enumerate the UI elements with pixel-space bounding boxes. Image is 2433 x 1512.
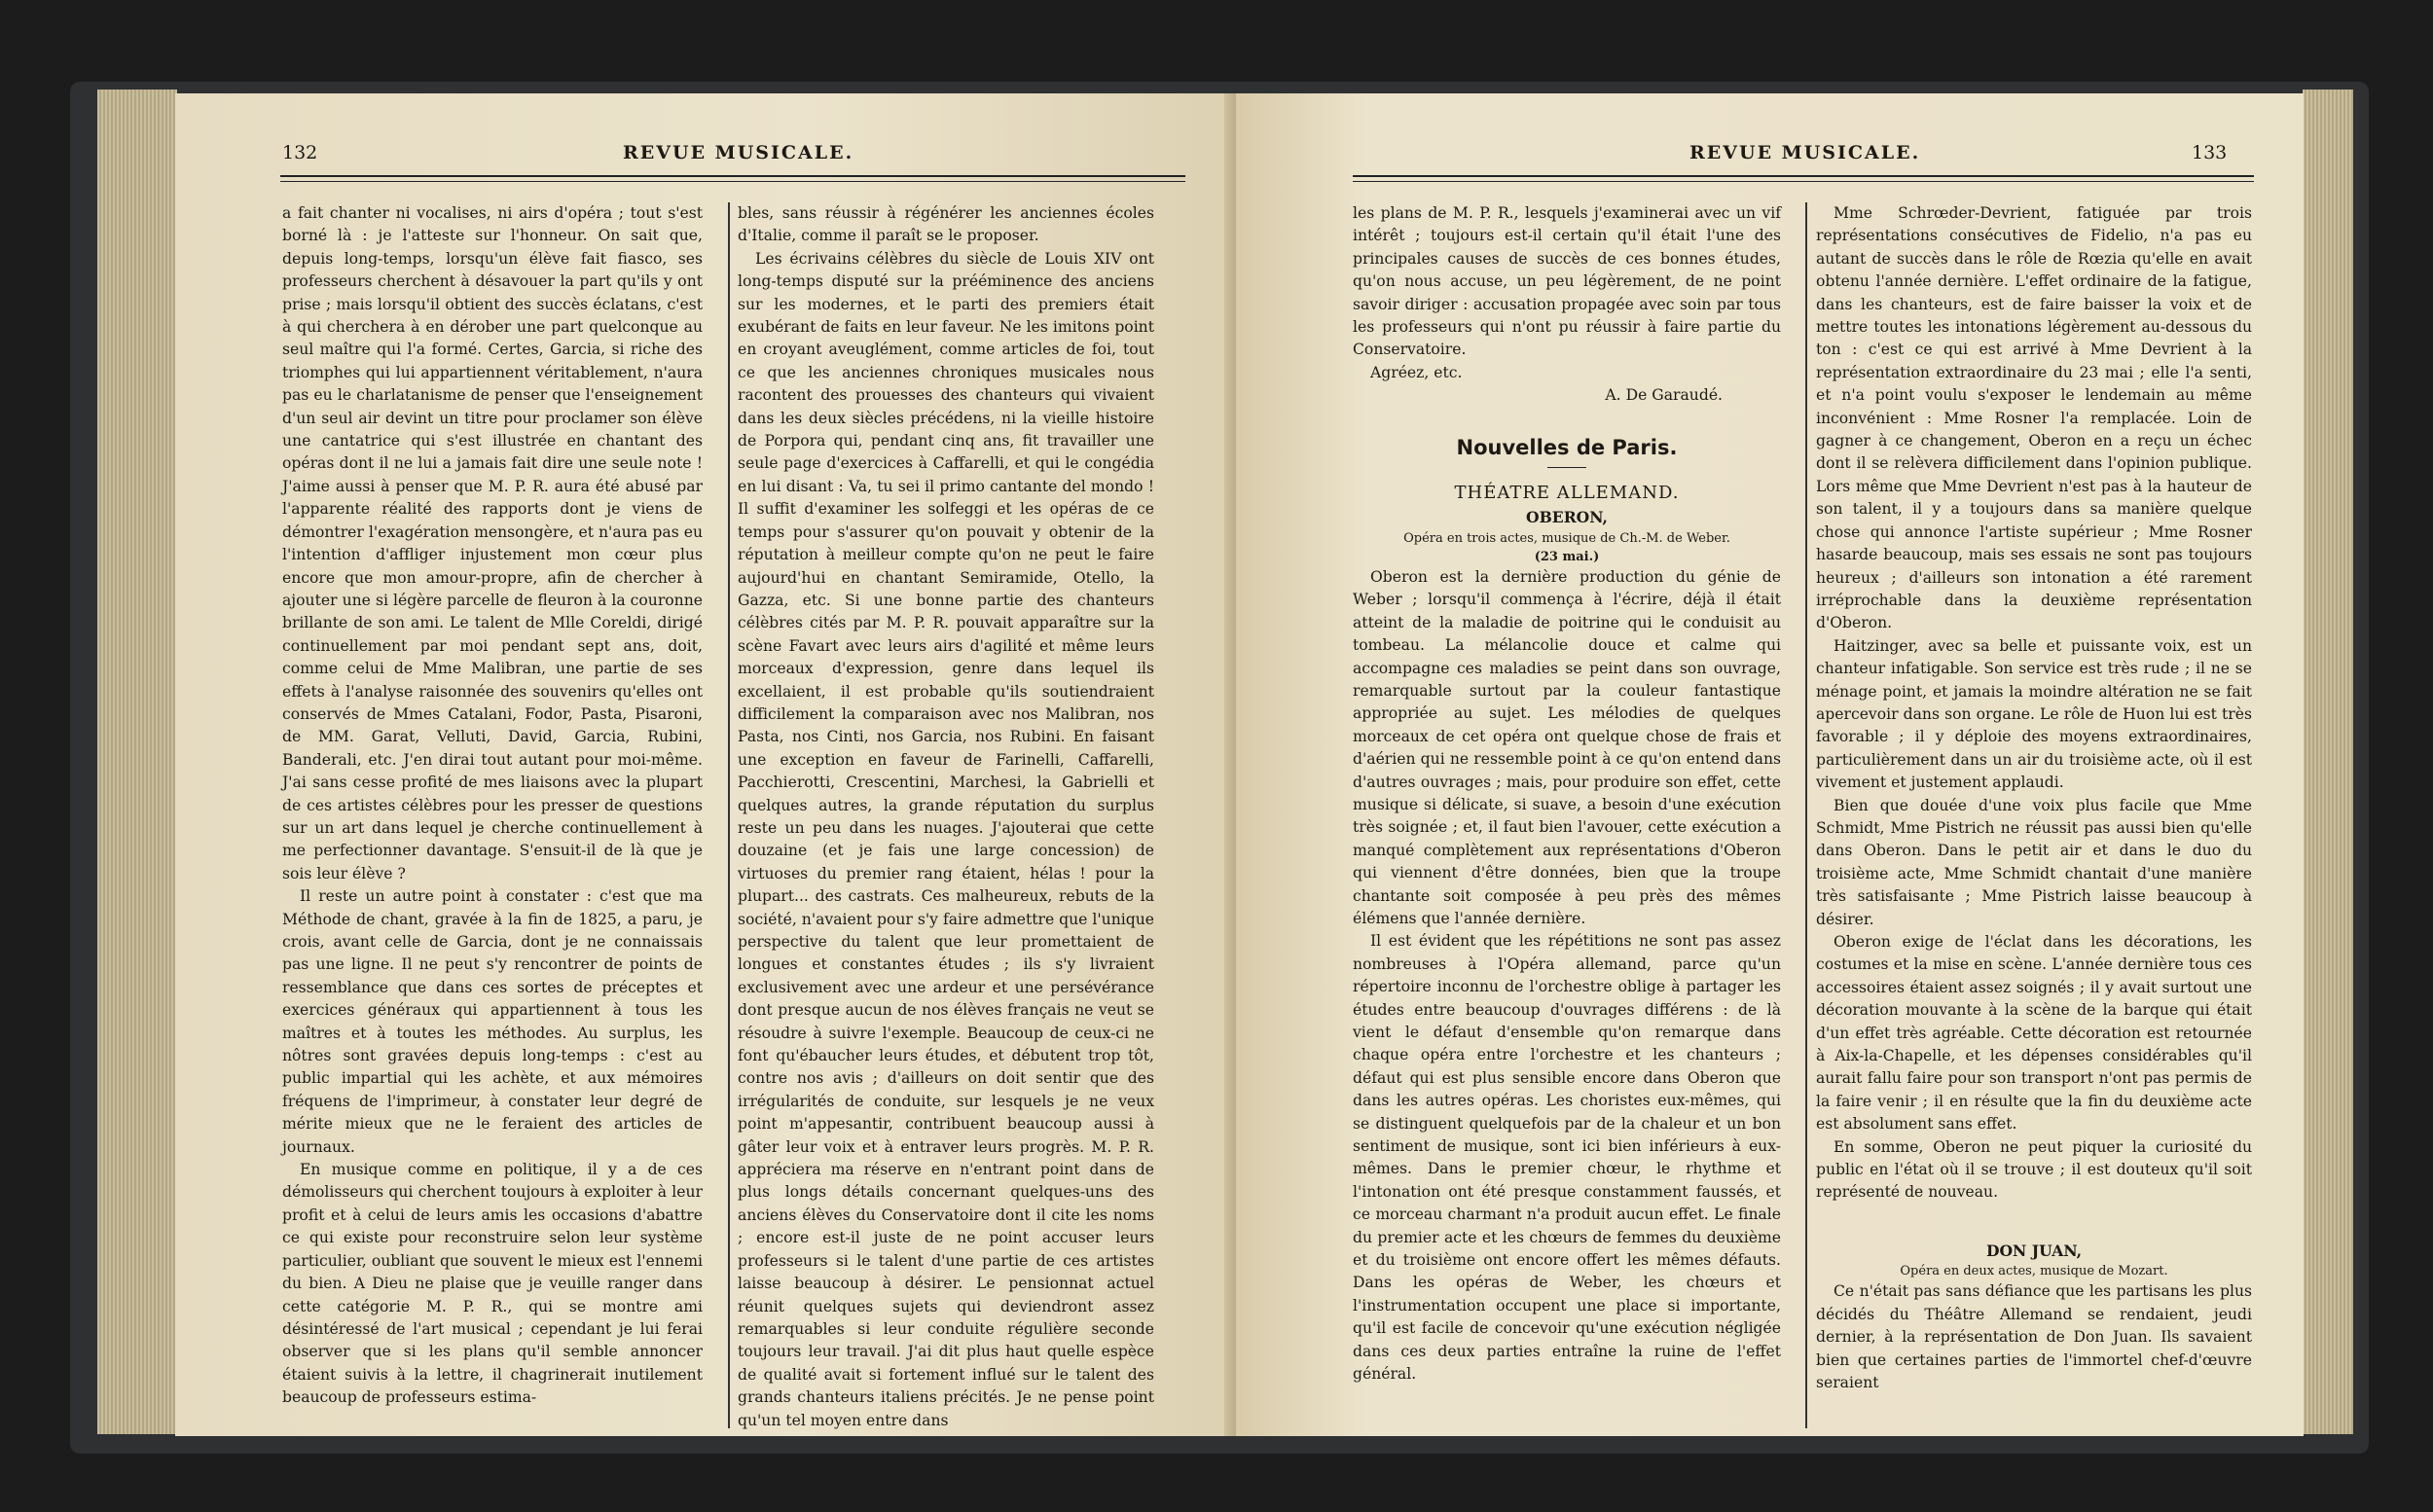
paragraph: Haitzinger, avec sa belle et puissante voix, est un chanteur infatigable. Son service est très rude ; il ne se ménage point, et jamais la moindre altération ne se fait apercevoir dans son organe. Le rôle de Huon lui est très favorable ; il y déploie des moyens extraordinaires, particulièrement dans un air du troisième acte, où il est vivement et justement applaudi.: [1816, 636, 2252, 792]
paragraph: Il reste un autre point à constater : c'est que ma Méthode de chant, gravée à la fin de 1825, a paru, je crois, avant celle de Garcia, dont je ne connaissais pas une ligne. Il ne peut s'y rencontrer de points de ressemblance que dans ces sortes de préceptes et exercices généraux qui appartiennent à tous les maîtres et à toutes les méthodes. Au surplus, les nôtres sont gravées depuis long-temps : c'est au public impartial qui les achète, et aux mémoires fréquens de l'imprimeur, à constater leur degré de mérite mieux que ne le feraient des articles de journaux.: [282, 887, 703, 1156]
paragraph: Bien que douée d'une voix plus facile que Mme Schmidt, Mme Pistrich ne réussit pas aussi bien qu'elle dans Oberon. Dans le petit air et dans le duo du troisième acte, Mme Schmidt chantait d'une manière très satisfaisante ; Mme Pistrich laisse beaucoup à désirer.: [1816, 796, 2252, 928]
header-rule-thin: [280, 181, 1185, 182]
left-column-1: [282, 202, 703, 1410]
section-title: Nouvelles de Paris.: [1456, 435, 1678, 459]
theatre-heading: THÉATRE ALLEMAND.: [1454, 483, 1680, 504]
section-dash: [1547, 467, 1586, 468]
running-header: REVUE MUSICALE.: [623, 142, 854, 163]
header-rule-thin: [1353, 181, 2254, 182]
column-divider: [728, 202, 730, 1428]
right-page-edges: [2303, 90, 2353, 1434]
left-column-2: [738, 202, 1154, 1432]
opera-date: (23 mai.): [1534, 549, 1600, 564]
paragraph: En somme, Oberon ne peut piquer la curiosité du public en l'état où il se trouve ; il est douteux qu'il soit représenté de nouveau.: [1816, 1137, 2252, 1202]
header-rule: [1353, 175, 2254, 177]
paragraph: Il est évident que les répétitions ne sont pas assez nombreuses à l'Opéra allemand, parce qu'un répertoire inconnu de l'orchestre oblige à partager les études entre beaucoup d'ouvrages différens : de là vient le défaut d'ensemble qu'on remarque dans chaque opéra entre l'orchestre et les chanteurs ; défaut qui est plus sensible encore dans Oberon que dans les autres opéras. Les choristes eux-mêmes, qui se distinguent quelquefois par de la chaleur et un bon sentiment de musique, sont ici bien inférieurs à eux-mêmes. Dans le premier chœur, le rhythme et l'intonation ont été presque constamment faussés, et ce morceau charmant n'a produit aucun effet. Le finale du premier acte et les chœurs de femmes du deuxième et du troisième ont encore offert les mêmes défauts. Dans les opéras de Weber, les chœurs et l'instrumentation occupent une place si importante, qu'il est facile de concevoir qu'une exécution négligée dans ces deux parties entraîne la ruine de l'effet général.: [1353, 932, 1781, 1384]
paragraph: les plans de M. P. R., lesquels j'examinerai avec un vif intérêt ; toujours est-il certain qu'il était l'une des principales causes de succès de ces bonnes études, qu'on nous accuse, un peu légèrement, de ne point savoir diriger : accusation propagée avec soin par tous les professeurs qui n'ont pu réussir à faire partie du Conservatoire.: [1353, 204, 1781, 359]
page-number: 133: [2192, 142, 2228, 163]
header-rule: [280, 175, 1185, 177]
paragraph: Oberon est la dernière production du génie de Weber ; lorsqu'il commença à l'écrire, déjà il était atteint de la maladie de poitrine qui le conduisit au tombeau. La mélancolie douce et calme qui accompagne ces maladies se peint dans son ouvrage, remarquable surtout par la couleur fantastique appropriée au sujet. Les mélodies de quelques morceaux de cet opéra ont quelque chose de frais et d'aérien qui ne ressemble point à ce qu'on entend dans d'autres ouvrages ; mais, pour produire son effet, cette musique si délicate, si suave, a besoin d'une exécution très soignée ; et, il faut bien l'avouer, cette exécution a manqué complètement aux représentations d'Oberon qui viennent d'être données, bien que la troupe chantante soit composée à peu près des mêmes élémens que l'année dernière.: [1353, 567, 1781, 927]
right-page: [1236, 93, 2304, 1436]
paragraph: a fait chanter ni vocalises, ni airs d'opéra ; tout s'est borné là : je l'atteste sur l'honneur. On sait que, depuis long-temps, lorsqu'un élève fait fiasco, ses professeurs cherchent à désavouer la part qu'ils y ont prise ; mais lorsqu'il obtient des succès éclatans, c'est à qui cherchera à en dérober une part quelconque au seul maître qui l'a formé. Certes, Garcia, si riche des triomphes qui lui appartiennent véritablement, n'aura pas eu le charlatanisme de penser que l'enseignement d'un seul air devint un titre pour proclamer son élève une cantatrice qui s'est illustrée en chantant des opéras dont il ne lui a jamais fait dire une seule note ! J'aime aussi à penser que M. P. R. aura été abusé par l'apparente réalité des rapports dont je viens de démontrer l'exagération mensongère, et n'aura pas eu l'intention d'affliger injustement mon cœur plus encore que mon amour-propre, afin de chercher à ajouter une si légère parcelle de fleuron à la couronne brillante de son ami. Le talent de Mlle Coreldi, dirigé continuellement par moi pendant sept ans, doit, comme celui de Mme Malibran, une partie de ses effets à l'analyse raisonnée des souvenirs qu'elles ont conservés de Mmes Catalani, Fodor, Pasta, Pisaroni, de MM. Garat, Velluti, David, Garcia, Rubini, Banderali, etc. J'en dirai tout autant pour moi-même. J'ai sans cesse profité de mes liaisons avec la plupart de ces artistes célèbres pour les presser de questions sur un art dans lequel je cherche continuellement à me perfectionner davantage. S'ensuit-il de là que je sois leur élève ?: [282, 204, 703, 882]
paragraph: En musique comme en politique, il y a de ces démolisseurs qui cherchent toujours à exploiter à leur profit et à celui de leurs amis les occasions d'abattre ce qui existe pour reconstruire selon leur système particulier, oubliant que souvent le mieux est l'ennemi du bien. A Dieu ne plaise que je veuille ranger dans cette catégorie M. P. R., qui se montre ami désintéressé de l'art musical ; cependant je lui ferai observer que si les plans qu'il semble annoncer étaient suivis à la lettre, il chagrinerait inutilement beaucoup de professeurs estima-: [282, 1161, 703, 1407]
page-number: 132: [282, 142, 318, 163]
left-page: [175, 93, 1231, 1436]
right-column-2: [1816, 202, 2252, 1394]
opera-title: OBERON,: [1526, 508, 1608, 527]
closing: Agréez, etc.: [1370, 363, 1463, 381]
opera-title: DON JUAN,: [1985, 1241, 2083, 1260]
paragraph: Oberon exige de l'éclat dans les décorations, les costumes et la mise en scène. L'année dernière tous ces accessoires étaient assez soignés ; il y avait surtout une décoration mouvante à la scène de la barque qui était d'un effet très agréable. Cette décoration est retournée à Aix-la-Chapelle, et les dépenses considérables qu'il aurait fallu faire pour son transport n'ont pas permis de la faire venir ; il en résulte que la fin du deuxième acte est absolument sans effet.: [1816, 933, 2252, 1134]
signature: A. De Garaudé.: [1605, 386, 1723, 405]
paragraph: bles, sans réussir à régénérer les anciennes écoles d'Italie, comme il paraît se le proposer.: [738, 204, 1154, 245]
opera-subtitle: Opéra en trois actes, musique de Ch.-M. de Weber.: [1403, 530, 1730, 546]
column-divider: [1805, 202, 1807, 1428]
running-header: REVUE MUSICALE.: [1689, 142, 1921, 163]
paragraph: Ce n'était pas sans défiance que les partisans les plus décidés du Théâtre Allemand se rendaient, jeudi dernier, à la représentation de Don Juan. Ils savaient bien que certaines parties de l'immortel chef-d'œuvre seraient: [1816, 1282, 2252, 1391]
left-page-edges: [97, 90, 177, 1434]
opera-subtitle: Opéra en deux actes, musique de Mozart.: [1900, 1264, 2168, 1279]
right-column-1: [1353, 202, 1781, 1386]
paragraph: Mme Schrœder-Devrient, fatiguée par trois représentations consécutives de Fidelio, n'a pas eu autant de succès dans le rôle de Rœzia qu'elle en avait obtenu l'année dernière. L'effet ordinaire de la fatigue, dans les chanteurs, est de faire baisser la voix et de mettre toutes les intonations légèrement au-dessous du ton : c'est ce qui est arrivé à Mme Devrient à la représentation extraordinaire du 23 mai ; elle l'a senti, et n'a point voulu s'exposer le lendemain au même inconvénient : Mme Rosner l'a remplacée. Loin de gagner à ce changement, Oberon en a reçu un échec dont il se relèvera difficilement dans l'opinion publique. Lors même que Mme Devrient n'est pas à la hauteur de son talent, il y a toujours dans sa manière quelque chose qui annonce l'artiste supérieur ; Mme Rosner hasarde beaucoup, mais ses essais ne sont pas toujours heureux ; d'ailleurs son intonation a été rarement irréprochable dans la deuxième représentation d'Oberon.: [1816, 204, 2252, 632]
paragraph: Les écrivains célèbres du siècle de Louis XIV ont long-temps disputé sur la prééminence des anciens sur les modernes, et le parti des premiers était exubérant de faits en leur faveur. Ne les imitons point en croyant aveuglément, comme articles de foi, tout ce que les anciennes chroniques musicales nous racontent des prouesses des chanteurs qui vivaient dans les deux siècles précédens, ni la vieille histoire de Porpora qui, pendant cinq ans, fit travailler une seule page d'exercices à Caffarelli, et qui le congédia en lui disant : Va, tu sei il primo cantante del mondo ! Il suffit d'examiner les solfeggi et les opéras de ce temps pour s'assurer qu'on pouvait y obtenir de la réputation à meilleur compte qu'on ne peut le faire aujourd'hui en chantant Semiramide, Otello, la Gazza, etc. Si une bonne partie des chanteurs célèbres cités par M. P. R. pouvait apparaître sur la scène Favart avec leurs airs d'agilité et même leurs morceaux d'expression, genre dans lequel ils excellaient, il est probable qu'ils soutiendraient difficilement la comparaison avec nos Malibran, nos Pasta, nos Cinti, nos Garcia, nos Rubini. En faisant une exception en faveur de Farinelli, Caffarelli, Pacchierotti, Crescentini, Marchesi, la Gabrielli et quelques autres, la grande réputation du surplus reste un peu dans les nuages. J'ajouterai que cette douzaine (et je fais une large concession) de virtuoses du premier rang étaient, hélas ! pour la plupart... des castrats. Ces malheureux, rebuts de la société, n'avaient pour s'y faire admettre que l'unique perspective du talent que leur promettaient de longues et constantes études ; ils s'y livraient exclusivement avec une ardeur et une persévérance dont presque aucun de nos élèves français ne veut se résoudre à suivre l'exemple. Beaucoup de ceux-ci ne font qu'ébaucher leurs études, et débutent trop tôt, contre nos avis ; d'ailleurs on doit sentir que des irrégularités de conduite, sur lesquels je ne veux point m'appesantir, contribuent beaucoup aussi à gâter leur voix et à entraver leurs progrès. M. P. R. appréciera ma réserve en n'entrant point dans de plus longs détails concernant quelques-uns des anciens élèves du Conservatoire dont il cite les noms ; encore est-il juste de ne point accuser leurs professeurs si le talent d'une partie de ces artistes laisse beaucoup à désirer. Le pensionnat actuel réunit quelques sujets qui deviendront assez remarquables si leur conduite régulière seconde toujours leur travail. J'ai dit plus haut quelle espèce de qualité avait si fortement influé sur le talent des grands chanteurs italiens précités. Je ne pense point qu'un tel moyen entre dans: [738, 249, 1154, 1429]
